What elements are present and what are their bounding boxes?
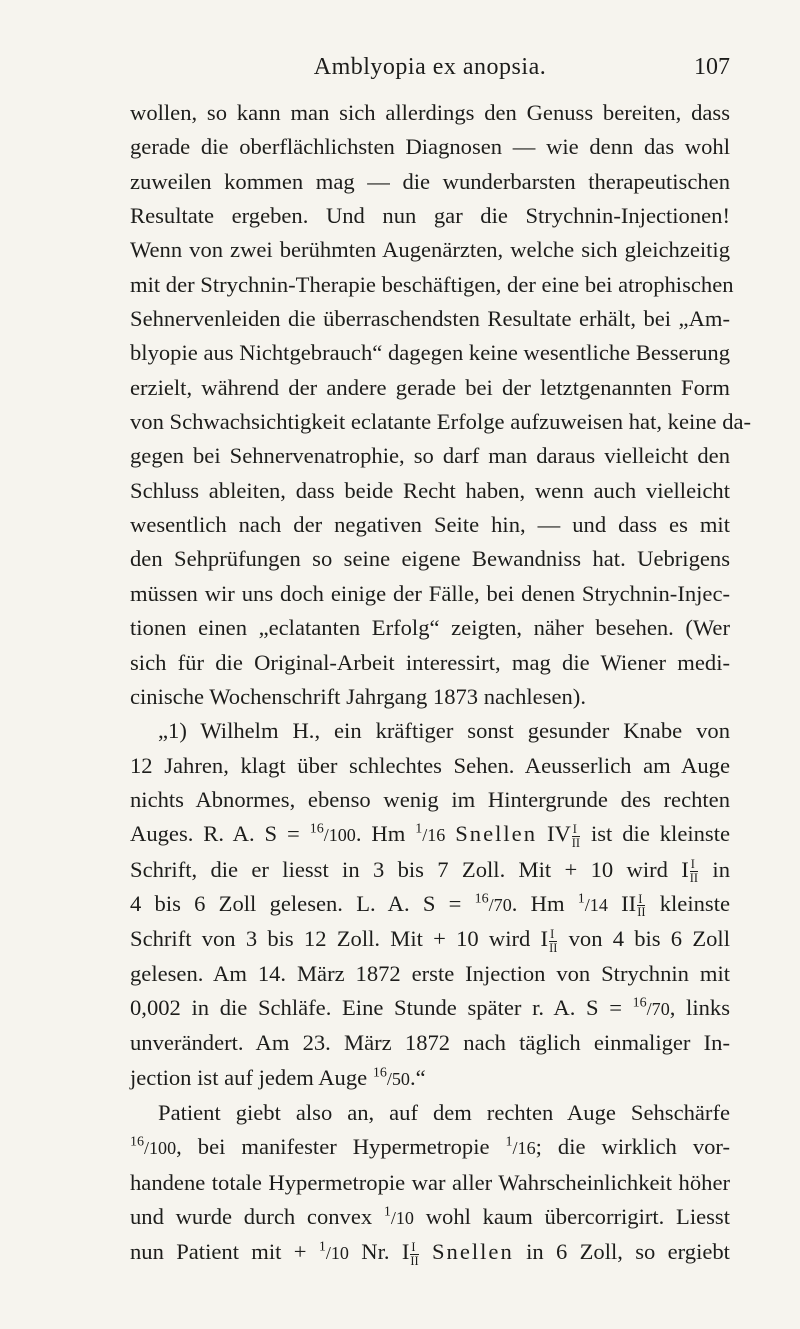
text-run: /100: [323, 825, 356, 846]
text-line: [130, 991, 730, 1026]
superscript: 16: [632, 995, 647, 1011]
fraction: [549, 928, 557, 954]
paragraph-conclusion: [130, 1096, 730, 1271]
superscript: 1: [415, 821, 423, 837]
body-text: [130, 96, 752, 1271]
text-line: [130, 1200, 730, 1235]
text-run: Auges. R. A. S =: [130, 821, 300, 847]
text-run: nun Patient mit +: [130, 1239, 307, 1265]
text-run: . Hm: [511, 890, 565, 916]
text-line: „1) Wilhelm H., ein kräftiger sonst gesunder Knabe von: [158, 718, 730, 744]
text-run: /100: [144, 1138, 177, 1159]
text-line: Wenn von zwei berühmten Augenärzten, welche sich gleichzeitig: [130, 237, 730, 263]
running-head: Amblyopia ex anopsia.: [313, 54, 547, 80]
fraction: [572, 823, 580, 849]
text-line: Patient giebt also an, auf dem rechten Auge Sehschärfe: [158, 1099, 730, 1125]
text-run: Schrift von 3 bis 12 Zoll. Mit + 10 wird I: [130, 926, 549, 952]
text-line: [130, 887, 730, 922]
text-run: 0,002 in die Schläfe. Eine Stunde später r. A. S =: [130, 994, 622, 1020]
fraction-numerator: I: [549, 928, 557, 941]
text-line: [130, 922, 730, 956]
text-run: /50: [386, 1068, 410, 1089]
text-run: jection ist auf jedem Auge: [130, 1064, 368, 1090]
superscript: 16: [474, 891, 489, 907]
text-line: erzielt, während der andere gerade bei der letztgenannten Form: [130, 374, 730, 400]
paragraph-case-report: [130, 714, 730, 1096]
text-line: gegen bei Sehnervenatrophie, so darf man daraus vielleicht den: [130, 443, 730, 469]
text-line: [130, 817, 730, 852]
text-line: [130, 1061, 730, 1096]
text-line: blyopie aus Nichtgebrauch“ dagegen keine wesentliche Besserung: [130, 340, 730, 366]
text-run: , links: [669, 994, 730, 1020]
text-run: /16: [422, 825, 446, 846]
fraction-denominator: II: [549, 940, 558, 955]
text-line: Schluss ableiten, dass beide Recht haben, wenn auch vielleicht: [130, 477, 730, 503]
fraction-numerator: I: [637, 893, 645, 906]
superscript: 16: [309, 821, 324, 837]
superscript: 1: [383, 1204, 391, 1220]
author-name-snellen: Snellen: [431, 1239, 514, 1265]
text-line: zuweilen kommen mag — die wunderbarsten therapeutischen: [130, 168, 730, 194]
text-run: wohl kaum übercorrigirt. Liesst: [425, 1204, 730, 1229]
text-run: und wurde durch convex: [130, 1204, 373, 1229]
text-run: /10: [390, 1208, 414, 1228]
superscript: 16: [372, 1065, 387, 1081]
text-run: .“: [409, 1064, 426, 1090]
text-run: in 6 Zoll, so ergiebt: [526, 1239, 730, 1265]
text-run: Nr. I: [361, 1239, 410, 1265]
fraction-numerator: I: [410, 1241, 418, 1254]
text-line: Sehnervenleiden die überraschendsten Resultate erhält, bei „Am-: [130, 306, 730, 332]
fraction-denominator: II: [637, 905, 646, 920]
text-run: Schrift, die er liesst in 3 bis 7 Zoll. Mit + 10 wird I: [130, 856, 689, 882]
fraction-denominator: II: [571, 835, 581, 850]
text-run: /70: [488, 894, 512, 915]
text-line: [130, 853, 730, 887]
text-run: ist die kleinste: [590, 821, 731, 847]
text-run: /16: [512, 1138, 536, 1159]
fraction-numerator: I: [690, 858, 698, 871]
text-line: nichts Abnormes, ebenso wenig im Hintergrunde des rechten: [130, 786, 730, 812]
text-line: [130, 1130, 730, 1165]
text-line: gelesen. Am 14. März 1872 erste Injection von Strychnin mit: [130, 960, 730, 986]
text-line: sich für die Original-Arbeit interessirt, mag die Wiener medi-: [130, 649, 730, 675]
text-line: gerade die oberflächlichsten Diagnosen — wie denn das wohl: [130, 134, 730, 160]
text-line: cinische Wochenschrift Jahrgang 1873 nachlesen).: [130, 683, 586, 709]
text-run: kleinste: [659, 890, 731, 916]
page-number: 107: [694, 54, 730, 80]
text-line: [130, 1235, 730, 1270]
text-line: wollen, so kann man sich allerdings den Genuss bereiten, dass: [130, 100, 730, 125]
text-line: müssen wir uns doch einige der Fälle, bei denen Strychnin-Injec-: [130, 580, 730, 606]
text-run: /70: [646, 998, 670, 1019]
fraction: [637, 893, 645, 919]
fraction: [410, 1241, 418, 1267]
superscript: 1: [577, 891, 585, 907]
paragraph-intro: [130, 96, 752, 714]
text-line: 12 Jahren, klagt über schlechtes Sehen. Aeusserlich am Auge: [130, 752, 730, 778]
text-run: IV: [546, 821, 571, 847]
superscript: 1: [318, 1239, 326, 1255]
text-line: Resultate ergeben. Und nun gar die Strychnin-Injectionen!: [130, 203, 730, 229]
text-run: ; die wirklich vor-: [535, 1134, 731, 1160]
text-line: von Schwachsichtigkeit eclatante Erfolge aufzuweisen hat, keine da-: [130, 409, 752, 435]
text-run: II: [621, 890, 637, 916]
text-run: von 4 bis 6 Zoll: [568, 926, 730, 952]
fraction-denominator: II: [410, 1253, 419, 1268]
fraction: [690, 858, 698, 884]
superscript: 16: [130, 1134, 144, 1150]
text-run: 4 bis 6 Zoll gelesen. L. A. S =: [130, 890, 462, 916]
text-run: . Hm: [355, 821, 406, 847]
text-line: den Sehprüfungen so seine eigene Bewandniss hat. Uebrigens: [130, 546, 730, 572]
text-run: , bei manifester Hypermetropie: [176, 1134, 490, 1160]
text-run: /14: [584, 894, 608, 915]
text-run: in: [712, 856, 730, 882]
page-header: [130, 54, 730, 90]
text-run: /10: [325, 1243, 349, 1264]
text-line: unverändert. Am 23. März 1872 nach täglich einmaliger In-: [130, 1030, 730, 1056]
text-line: mit der Strychnin-Therapie beschäftigen, der eine bei atrophischen: [130, 271, 734, 297]
superscript: 1: [505, 1134, 513, 1150]
fraction-denominator: II: [689, 870, 699, 885]
text-line: handene totale Hypermetropie war aller Wahrscheinlichkeit höher: [130, 1169, 730, 1195]
text-line: wesentlich nach der negativen Seite hin, — und dass es mit: [130, 512, 730, 538]
text-line: tionen einen „eclatanten Erfolg“ zeigten, näher besehen. (Wer: [130, 615, 730, 641]
author-name-snellen: Snellen: [455, 821, 538, 847]
fraction-numerator: I: [572, 823, 580, 836]
